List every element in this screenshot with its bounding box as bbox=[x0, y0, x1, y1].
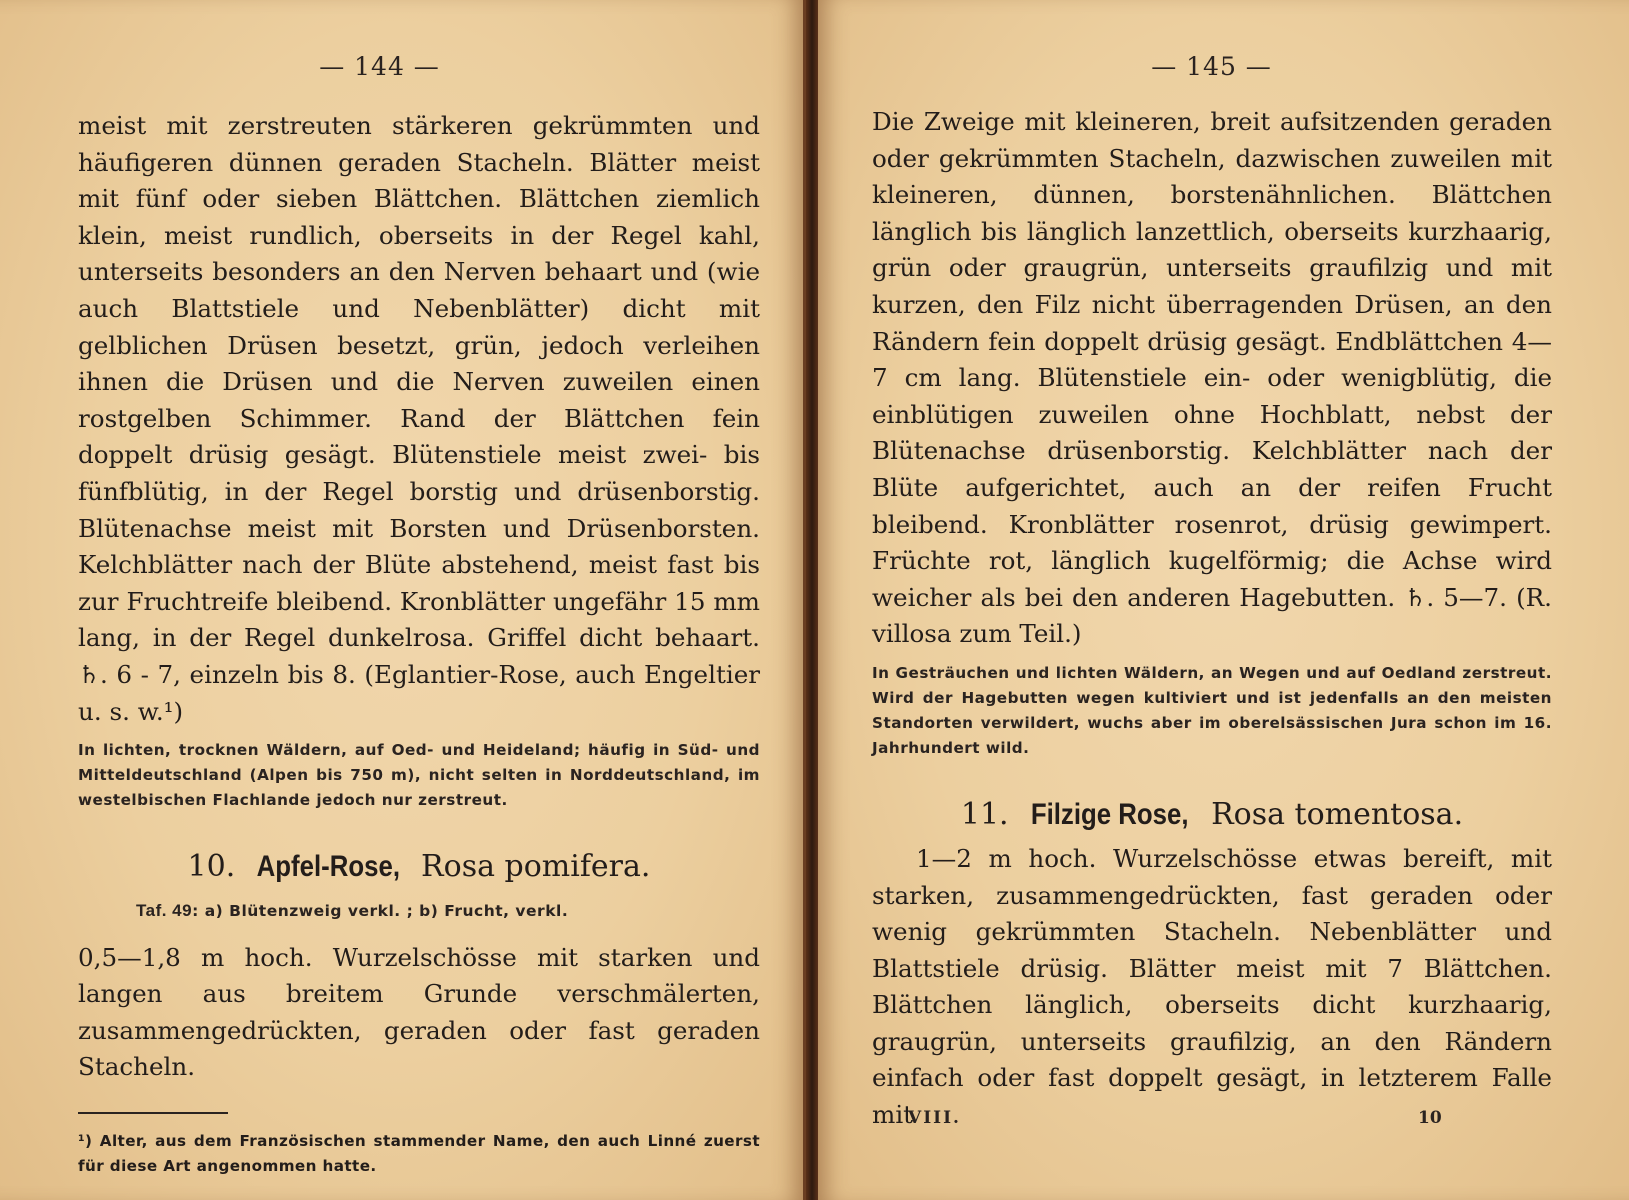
sheet-number: 10 bbox=[1418, 1108, 1442, 1128]
species-number: 11. bbox=[960, 796, 1009, 832]
plate-reference bbox=[136, 893, 760, 930]
footnote-rule bbox=[78, 1112, 228, 1114]
species-latin-name: Rosa tomentosa. bbox=[1211, 796, 1464, 832]
body-paragraph: meist mit zerstreuten stärkeren gekrümmten und häufigeren dünnen geraden Stacheln. Blätter meist mit fünf oder sieben Blättchen. Blättchen ziemlich klein, meist rundlich, oberseits in der Regel kahl, unterseits besonders an den Nerven behaart und (wie auch Blattstiele und Nebenblätter) dicht mit gelblichen Drüsen besetzt, grün, jedoch verleihen ihnen die Drüsen und die Nerven zuweilen einen rostgelben Schimmer. Rand der Blättchen fein doppelt drüsig gesägt. Blütenstiele meist zwei- bis fünfblütig, in der Regel borstig und drüsenborstig. Blütenachse meist mit Borsten und Drüsenborsten. Kelchblätter nach der Blüte abstehend, meist fast bis zur Fruchtreife bleibend. Kronblätter ungefähr 15 mm lang, in der Regel dunkelrosa. Griffel dicht behaart. ♄. 6 - 7, einzeln bis 8. (Eglantier-Rose, auch Engeltier u. s. w.¹) bbox=[78, 111, 760, 726]
page-body bbox=[872, 104, 1552, 1134]
book-gutter bbox=[806, 0, 818, 1200]
plate-key: Taf. 49 bbox=[136, 901, 193, 921]
species-common-name: Filzige Rose, bbox=[1030, 797, 1189, 831]
habitat-note: In lichten, trocknen Wäldern, auf Oed- und Heideland; häufig in Süd- und Mitteldeutschland (Alpen bis 750 m), nicht selten in Norddeutschland, im westelbischen Flachlande jedoch nur zerstreut. bbox=[78, 741, 760, 810]
plate-text: : a) Blütenzweig verkl. ; b) Frucht, verkl. bbox=[192, 902, 569, 921]
left-page bbox=[0, 0, 806, 1200]
species-number: 10. bbox=[187, 849, 236, 885]
right-page bbox=[818, 0, 1629, 1200]
body-paragraph: 1—2 m hoch. Wurzelschösse etwas bereift, mit starken, zusammengedrückten, fast geraden oder wenig gekrümmten Stacheln. Nebenblätter und Blattstiele drüsig. Blätter meist mit 7 Blättchen. Blättchen länglich, oberseits dicht kurzhaarig, graugrün, unterseits graufilzig, an den Rändern einfach oder fast doppelt gesägt, in letzterem Falle mit bbox=[872, 843, 1552, 1130]
footnote: ¹) Alter, aus dem Französischen stammender Name, den auch Linné zuerst für diese Art angenommen hatte. bbox=[78, 1132, 760, 1176]
species-heading bbox=[872, 795, 1552, 835]
page-number: — 145 — bbox=[1151, 52, 1272, 81]
page-body bbox=[78, 108, 760, 1194]
species-common-name: Apfel-Rose, bbox=[256, 850, 400, 884]
species-latin-name: Rosa pomifera. bbox=[421, 849, 651, 885]
page-number: — 144 — bbox=[319, 52, 440, 81]
body-paragraph: 0,5—1,8 m hoch. Wurzelschösse mit starken und langen aus breitem Grunde verschmälerten, zusammengedrückten, geraden oder fast geraden Stacheln. bbox=[78, 942, 760, 1082]
species-heading bbox=[78, 847, 760, 887]
habitat-note: In Gesträuchen und lichten Wäldern, an Wegen und auf Oedland zerstreut. Wird der Hagebutten wegen kultiviert und ist jedenfalls an den meisten Standorten verwildert, wuchs aber im oberelsässischen Jura schon im 16. Jahrhundert wild. bbox=[872, 663, 1552, 757]
signature-mark: VIII. bbox=[908, 1108, 961, 1128]
body-paragraph: Die Zweige mit kleineren, breit aufsitzenden geraden oder gekrümmten Stacheln, dazwischen zuweilen mit kleineren, dünnen, borstenähnlichen. Blättchen länglich bis länglich lanzettlich, oberseits kurzhaarig, grün oder graugrün, unterseits graufilzig und mit kurzen, den Filz nicht überragenden Drüsen, an den Rändern fein doppelt drüsig gesägt. Endblättchen 4—7 cm lang. Blütenstiele ein- oder wenigblütig, die einblütigen zuweilen ohne Hochblatt, nebst der Blütenachse drüsenborstig. Kelchblätter nach der Blüte aufgerichtet, auch an der reifen Frucht bleibend. Kronblätter rosenrot, drüsig gewimpert. Früchte rot, länglich kugelförmig; die Achse wird weicher als bei den anderen Hagebutten. ♄. 5—7. (R. villosa zum Teil.) bbox=[872, 107, 1552, 649]
